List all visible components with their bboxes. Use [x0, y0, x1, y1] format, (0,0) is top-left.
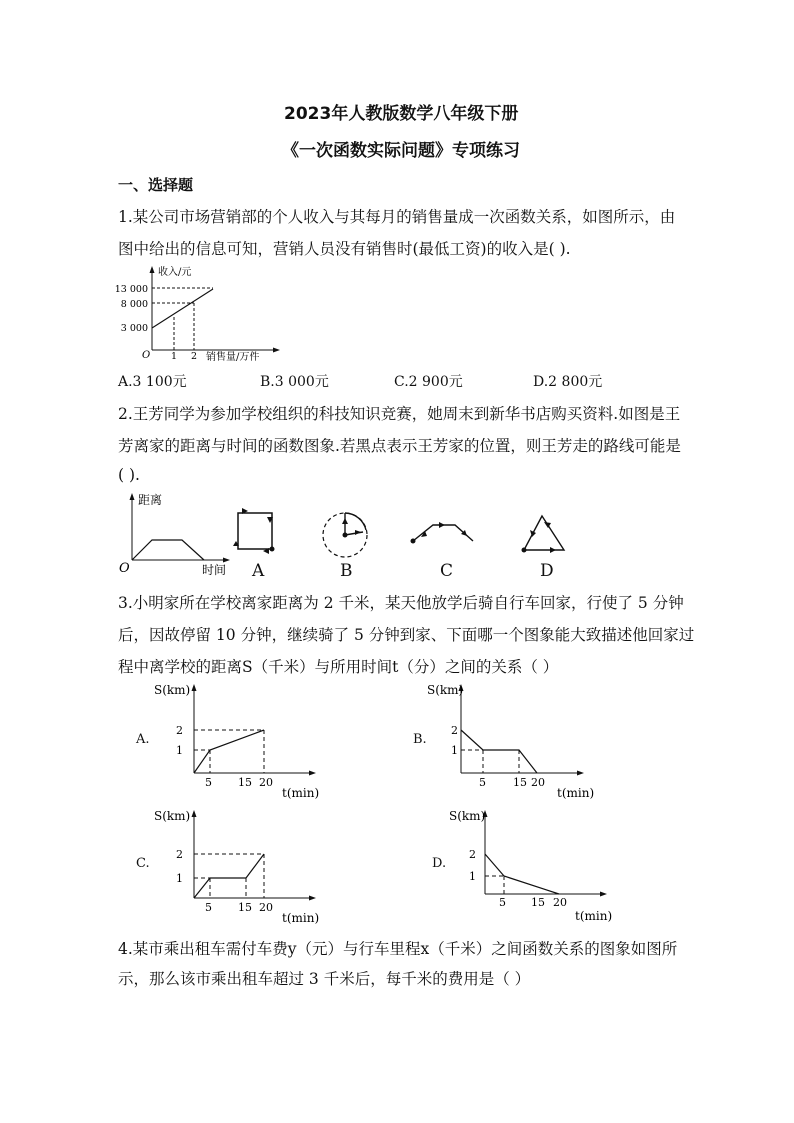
q2-xlabel: 时间 — [202, 563, 227, 577]
question-1-text-2: 图中给出的信息可知，营销人员没有销售时(最低工资)的收入是( ). — [118, 240, 571, 258]
question-4-text: 4.某市乘出租车需付车费y（元）与行车里程x（千米）之间函数关系的图象如图所 — [118, 940, 678, 958]
q3d-xtick-15: 15 — [531, 896, 545, 909]
q3-graph-b — [425, 680, 600, 800]
section-heading: 一、选择题 — [118, 176, 194, 194]
q3c-ytick-1: 1 — [176, 872, 183, 885]
q3b-xtick-5: 5 — [479, 776, 486, 789]
q1-xlabel: 销售量/万件 — [206, 352, 260, 363]
q3d-ytick-1: 1 — [469, 870, 476, 883]
q3d-xlabel: t(min) — [575, 909, 613, 923]
option-c[interactable]: C.2 900元 — [394, 374, 463, 390]
question-1-text: 1.某公司市场营销部的个人收入与其每月的销售量成一次函数关系，如图所示，由 — [118, 208, 676, 226]
q3b-xlabel: t(min) — [557, 786, 595, 800]
option-d[interactable]: D.2 800元 — [533, 374, 603, 390]
q3b-xtick-15: 15 — [513, 776, 527, 789]
q3d-ytick-2: 2 — [469, 848, 476, 861]
q3-graph-c — [152, 806, 327, 926]
q3a-ytick-2: 2 — [176, 724, 183, 737]
q3-graph-d-label[interactable]: D. — [432, 856, 447, 871]
q3a-ytick-1: 1 — [176, 744, 183, 757]
q1-ytick-8000: 8 000 — [120, 299, 148, 310]
q1-xtick-1: 1 — [171, 351, 178, 362]
q3b-ytick-1: 1 — [451, 744, 458, 757]
q3c-xtick-15: 15 — [238, 901, 252, 914]
q1-xtick-2: 2 — [191, 351, 198, 362]
q1-ytick-13000: 13 000 — [114, 284, 148, 295]
q3d-ylabel: S(km) — [449, 809, 486, 823]
q3c-xtick-5: 5 — [205, 901, 212, 914]
page-subtitle: 《一次函数实际问题》专项练习 — [282, 141, 520, 161]
q1-ytick-3000: 3 000 — [120, 323, 148, 334]
q3a-xlabel: t(min) — [282, 786, 320, 800]
q3a-ylabel: S(km) — [154, 683, 191, 697]
q2-choice-b-figure — [318, 510, 374, 562]
q3c-xtick-20: 20 — [259, 901, 273, 914]
q3a-xtick-15: 15 — [238, 776, 252, 789]
q3-graph-b-label[interactable]: B. — [413, 732, 427, 747]
question-3-text-2: 后，因故停留 10 分钟，继续骑了 5 分钟到家、下面哪一个图象能大致描述他回家过 — [118, 626, 695, 644]
q3-graph-a-label[interactable]: A. — [136, 732, 150, 747]
q2-choice-c-figure — [405, 515, 485, 555]
q3a-xtick-5: 5 — [205, 776, 212, 789]
q1-origin: O — [142, 350, 151, 361]
question-2-graph — [114, 490, 244, 580]
q3c-xlabel: t(min) — [282, 911, 320, 925]
q3b-ytick-2: 2 — [451, 724, 458, 737]
q3d-xtick-20: 20 — [553, 896, 567, 909]
option-b[interactable]: B.3 000元 — [260, 374, 329, 390]
q3a-xtick-20: 20 — [259, 776, 273, 789]
option-a[interactable]: A.3 100元 — [118, 374, 187, 390]
q2-choice-a-figure — [233, 508, 278, 558]
question-1-graph — [114, 262, 288, 363]
question-2-text: 2.王芳同学为参加学校组织的科技知识竞赛，她周末到新华书店购买资料.如图是王 — [118, 405, 681, 423]
question-3-text: 3.小明家所在学校离家距离为 2 千米，某天他放学后骑自行车回家，行使了 5 分钟 — [118, 594, 684, 612]
question-4-text-2: 示，那么该市乘出租车超过 3 千米后，每千米的费用是（ ） — [118, 970, 531, 988]
q3-graph-d — [447, 806, 622, 926]
q2-choice-d-figure — [518, 512, 572, 557]
q3c-ytick-2: 2 — [176, 848, 183, 861]
q3-graph-c-label[interactable]: C. — [136, 856, 150, 871]
q3c-ylabel: S(km) — [154, 809, 191, 823]
q1-ylabel: 收入/元 — [158, 267, 192, 278]
question-2-text-3: ( ). — [118, 466, 140, 484]
q3b-xtick-20: 20 — [531, 776, 545, 789]
q3-graph-a — [152, 680, 327, 800]
page-title: 2023年人教版数学八年级下册 — [284, 104, 519, 124]
q2-origin: O — [119, 561, 130, 576]
q2-ylabel: 距离 — [138, 493, 163, 507]
q2-choice-a-label[interactable]: A — [252, 561, 265, 581]
q2-choice-c-label[interactable]: C — [440, 561, 454, 581]
q3d-xtick-5: 5 — [499, 896, 506, 909]
question-2-text-2: 芳离家的距离与时间的函数图象.若黑点表示王芳家的位置，则王芳走的路线可能是 — [118, 437, 681, 455]
q2-choice-d-label[interactable]: D — [540, 561, 554, 581]
question-3-text-3: 程中离学校的距离S（千米）与所用时间t（分）之间的关系（ ） — [118, 658, 559, 676]
q2-choice-b-label[interactable]: B — [340, 561, 353, 581]
q3b-ylabel: S(km) — [427, 683, 464, 697]
